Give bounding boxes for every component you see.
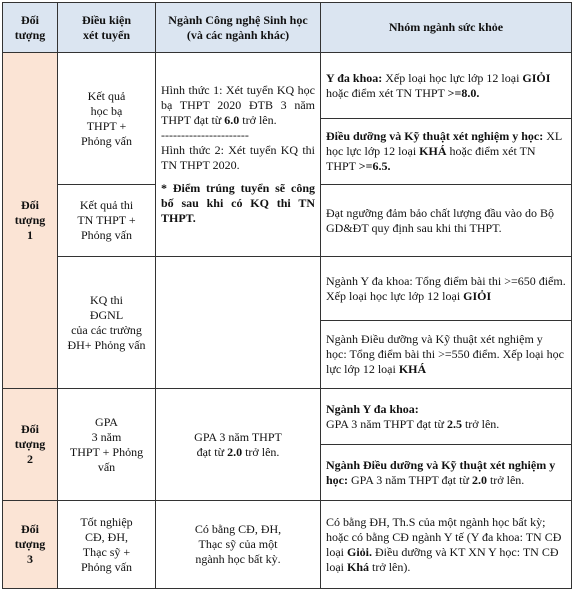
group-1-label: Đối tượng 1 (3, 53, 58, 389)
health-degree: Có bằng ĐH, Th.S của một ngành học bất kỳ; hoặc có bằng CĐ ngành Y tế (Y đa khoa: TN CĐ loại Giỏi. Điều dưỡng và KT XN Y học: TN CĐ loại Khá trở lên). (321, 501, 572, 589)
health-dd-dgnl: Ngành Điều dưỡng và Kỹ thuật xét nghiệm y học: Tổng điểm bài thi >=550 điểm. Xếp loại học lực lớp 12 loại KHÁ (321, 321, 572, 389)
biotech-dgnl-empty (156, 257, 321, 389)
group-3-label: Đối tượng 3 (3, 501, 58, 589)
admission-criteria-table (2, 2, 572, 589)
biotech-group-1: Hình thức 1: Xét tuyển KQ học bạ THPT 2020 ĐTB 3 năm THPT đạt từ 6.0 trở lên. ---------------------- Hình thức 2: Xét tuyển KQ thi TN THPT 2020. * Điểm trúng tuyển sẽ công bố sau khi có KQ thi TN THPT. (156, 53, 321, 257)
biotech-gpa: GPA 3 năm THPT đạt từ 2.0 trở lên. (156, 389, 321, 501)
biotech-degree: Có bằng CĐ, ĐH, Thạc sỹ của một ngành học bất kỳ. (156, 501, 321, 589)
condition-dgnl: KQ thi ĐGNL của các trường ĐH+ Phỏng vấn (58, 257, 156, 389)
header-conditions: Điều kiện xét tuyển (58, 3, 156, 53)
header-health: Nhóm ngành sức khỏe (321, 3, 572, 53)
health-yk-dgnl: Ngành Y đa khoa: Tổng điểm bài thi >=650 điểm. Xếp loại học lực lớp 12 loại GIỎI (321, 257, 572, 321)
group-2-label: Đối tượng 2 (3, 389, 58, 501)
score-note: * Điểm trúng tuyển sẽ công bố sau khi có KQ thi TN THPT. (161, 181, 315, 225)
condition-tn-thpt: Kết quả thi TN THPT + Phỏng vấn (58, 185, 156, 257)
health-yk-gpa: Ngành Y đa khoa: GPA 3 năm THPT đạt từ 2.5 trở lên. (321, 389, 572, 445)
condition-gpa: GPA 3 năm THPT + Phỏng vấn (58, 389, 156, 501)
table-row (3, 53, 572, 119)
table-row (3, 257, 572, 321)
condition-hoc-ba: Kết quả học bạ THPT + Phỏng vấn (58, 53, 156, 185)
header-target-group: Đối tượng (3, 3, 58, 53)
health-yk-hoc-ba: Y đa khoa: Xếp loại học lực lớp 12 loại GIỎI hoặc điểm xét TN THPT >=8.0. (321, 53, 572, 119)
table-row (3, 389, 572, 445)
condition-degree: Tốt nghiệp CĐ, ĐH, Thạc sỹ + Phỏng vấn (58, 501, 156, 589)
health-dd-gpa: Ngành Điều dưỡng và Kỹ thuật xét nghiệm y học: GPA 3 năm THPT đạt từ 2.0 trở lên. (321, 445, 572, 501)
header-biotech: Ngành Công nghệ Sinh học (và các ngành khác) (156, 3, 321, 53)
health-dd-hoc-ba: Điều dưỡng và Kỹ thuật xét nghiệm y học: XL học lực lớp 12 loại KHÁ hoặc điểm xét TN THPT >=6.5. (321, 119, 572, 185)
health-tn-thpt: Đạt ngưỡng đảm bảo chất lượng đầu vào do Bộ GD&ĐT quy định sau khi thi THPT. (321, 185, 572, 257)
header-row (3, 3, 572, 53)
table-row (3, 501, 572, 589)
